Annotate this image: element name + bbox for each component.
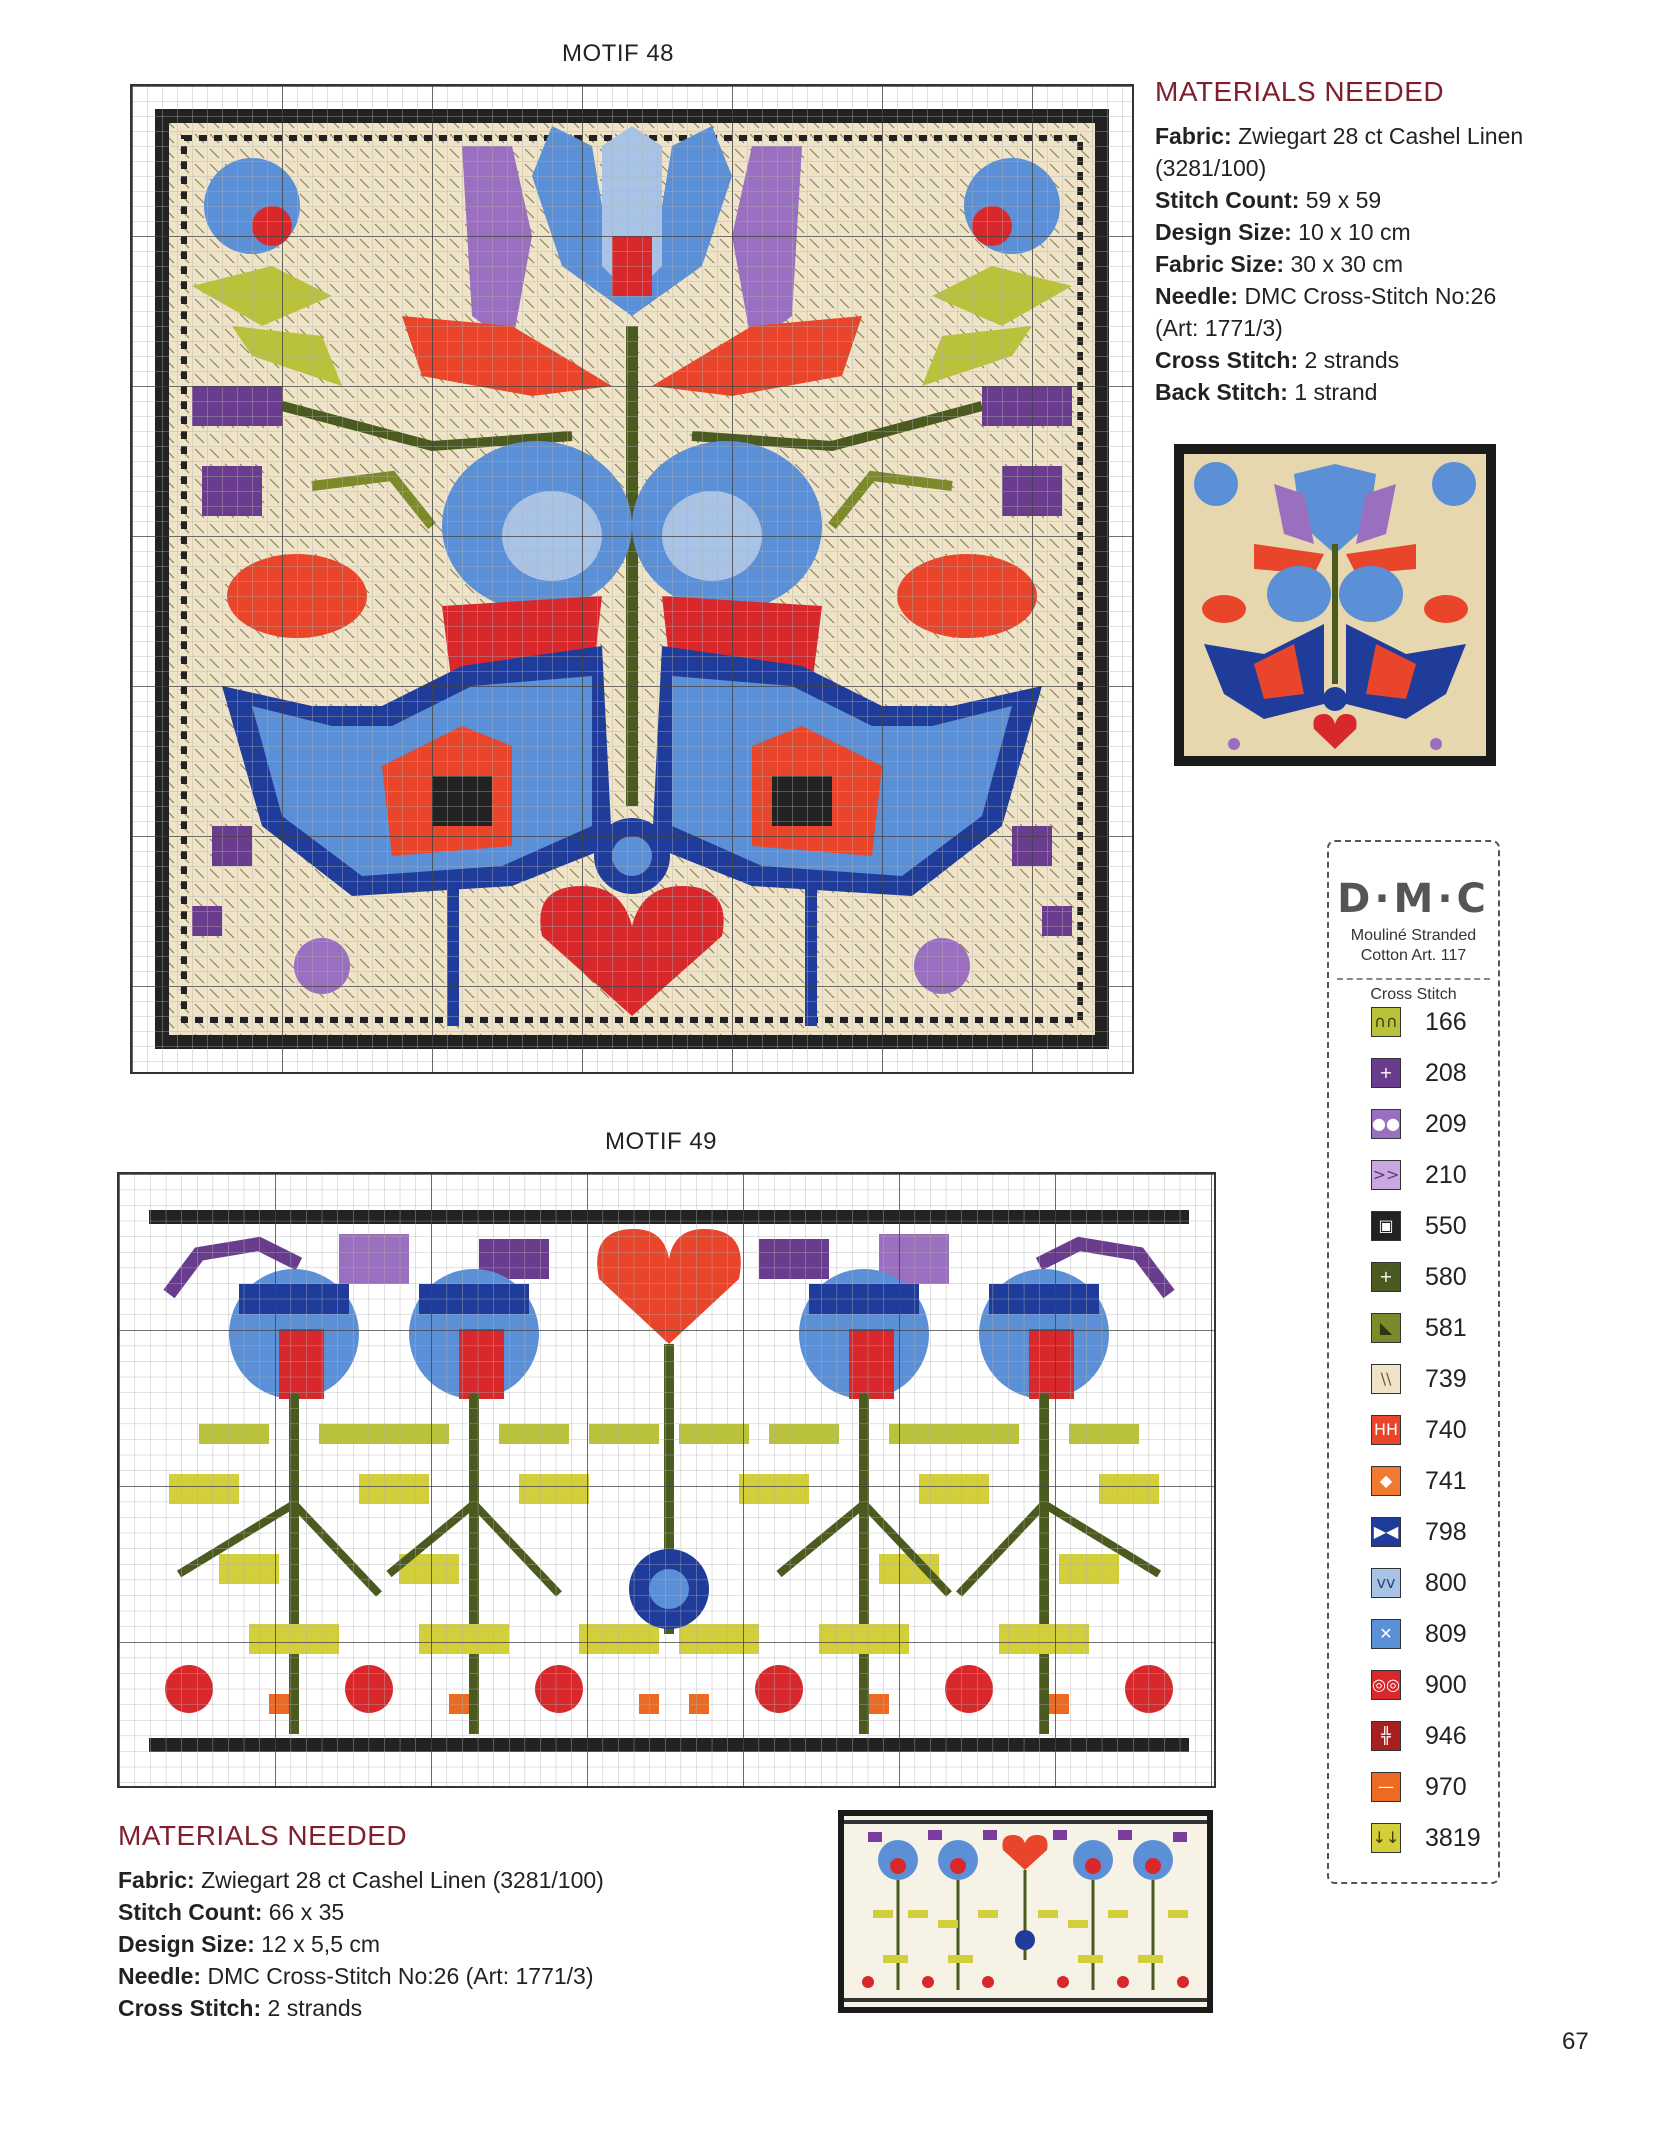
swatch-740: HH [1371,1415,1401,1445]
dmc-logo: D·M·C [1337,876,1490,922]
materials-line: Cross Stitch: 2 strands [118,1995,363,2021]
key-code: 166 [1425,1007,1467,1036]
motif-48-materials [1155,76,1635,408]
motif-49-chart [117,1172,1216,1788]
key-row [1371,1821,1481,1855]
cross-stitch-label: Cross Stitch [1370,986,1457,1003]
dmc-color-key [1327,840,1500,1884]
materials-heading: MATERIALS NEEDED [118,1820,408,1851]
materials-line: (Art: 1771/3) [1155,315,1283,341]
key-row [1371,1464,1467,1498]
swatch-550: ▣ [1371,1211,1401,1241]
key-row [1371,1311,1467,1345]
materials-line: (3281/100) [1155,155,1267,181]
materials-line: Needle: DMC Cross-Stitch No:26 [1155,283,1497,309]
swatch-741: ◆ [1371,1466,1401,1496]
key-row [1371,1770,1467,1804]
key-row [1371,1668,1467,1702]
key-code: 740 [1425,1415,1467,1444]
key-row [1371,1566,1467,1600]
key-code: 741 [1425,1466,1467,1495]
swatch-739: \\ [1371,1364,1401,1394]
key-row [1371,1515,1467,1549]
key-divider [1337,978,1490,980]
key-code: 209 [1425,1109,1467,1138]
key-row [1371,1362,1467,1396]
key-code: 3819 [1425,1823,1481,1852]
swatch-900: ◎◎ [1371,1670,1401,1700]
key-code: 739 [1425,1364,1467,1393]
key-row [1371,1056,1467,1090]
motif-48-preview [1174,444,1496,766]
materials-line: Stitch Count: 59 x 59 [1155,187,1382,213]
key-row [1371,1209,1467,1243]
key-code: 550 [1425,1211,1467,1240]
swatch-581: ◣ [1371,1313,1401,1343]
key-row [1371,1005,1467,1039]
materials-line: Fabric: Zwiegart 28 ct Cashel Linen (3281/100) [118,1867,604,1893]
key-code: 809 [1425,1619,1467,1648]
swatch-809: ✕ [1371,1619,1401,1649]
motif-48-chart [130,84,1134,1074]
materials-line: Fabric: Zwiegart 28 ct Cashel Linen [1155,123,1524,149]
swatch-208: + [1371,1058,1401,1088]
key-code: 798 [1425,1517,1467,1546]
swatch-209: ●● [1371,1109,1401,1139]
motif-49-pattern [119,1174,1214,1786]
motif-49-materials [118,1820,838,2024]
swatch-3819: ↓↓ [1371,1823,1401,1853]
swatch-580: + [1371,1262,1401,1292]
key-row [1371,1617,1467,1651]
swatch-798: ▶◀ [1371,1517,1401,1547]
swatch-166: ∩∩ [1371,1007,1401,1037]
key-row [1371,1158,1467,1192]
motif-48-pattern [132,86,1132,1072]
motif-48-preview-image [1174,444,1496,766]
materials-line: Design Size: 12 x 5,5 cm [118,1931,381,1957]
swatch-970: — [1371,1772,1401,1802]
materials-line: Needle: DMC Cross-Stitch No:26 (Art: 1771/3) [118,1963,594,1989]
key-row [1371,1719,1467,1753]
materials-line: Design Size: 10 x 10 cm [1155,219,1411,245]
dmc-subtitle-2: Cotton Art. 117 [1360,947,1467,964]
key-code: 580 [1425,1262,1467,1291]
motif-49-preview-image [838,1810,1213,2013]
key-code: 970 [1425,1772,1467,1801]
swatch-800: vv [1371,1568,1401,1598]
key-row [1371,1107,1467,1141]
key-code: 210 [1425,1160,1467,1189]
key-code: 581 [1425,1313,1467,1342]
materials-line: Fabric Size: 30 x 30 cm [1155,251,1403,277]
materials-line: Stitch Count: 66 x 35 [118,1899,345,1925]
materials-heading: MATERIALS NEEDED [1155,76,1445,107]
key-row [1371,1260,1467,1294]
key-code: 208 [1425,1058,1467,1087]
motif-48-title: MOTIF 48 [562,40,675,67]
motif-49-title: MOTIF 49 [605,1128,718,1155]
materials-line: Cross Stitch: 2 strands [1155,347,1400,373]
dmc-subtitle-1: Mouliné Stranded [1350,927,1477,944]
materials-line: Back Stitch: 1 strand [1155,379,1378,405]
swatch-210: >> [1371,1160,1401,1190]
swatch-946: ╬ [1371,1721,1401,1751]
page-number: 67 [1562,2028,1589,2055]
key-code: 946 [1425,1721,1467,1750]
motif-49-preview [838,1810,1213,2013]
key-code: 800 [1425,1568,1467,1597]
key-row [1371,1413,1467,1447]
key-code: 900 [1425,1670,1467,1699]
